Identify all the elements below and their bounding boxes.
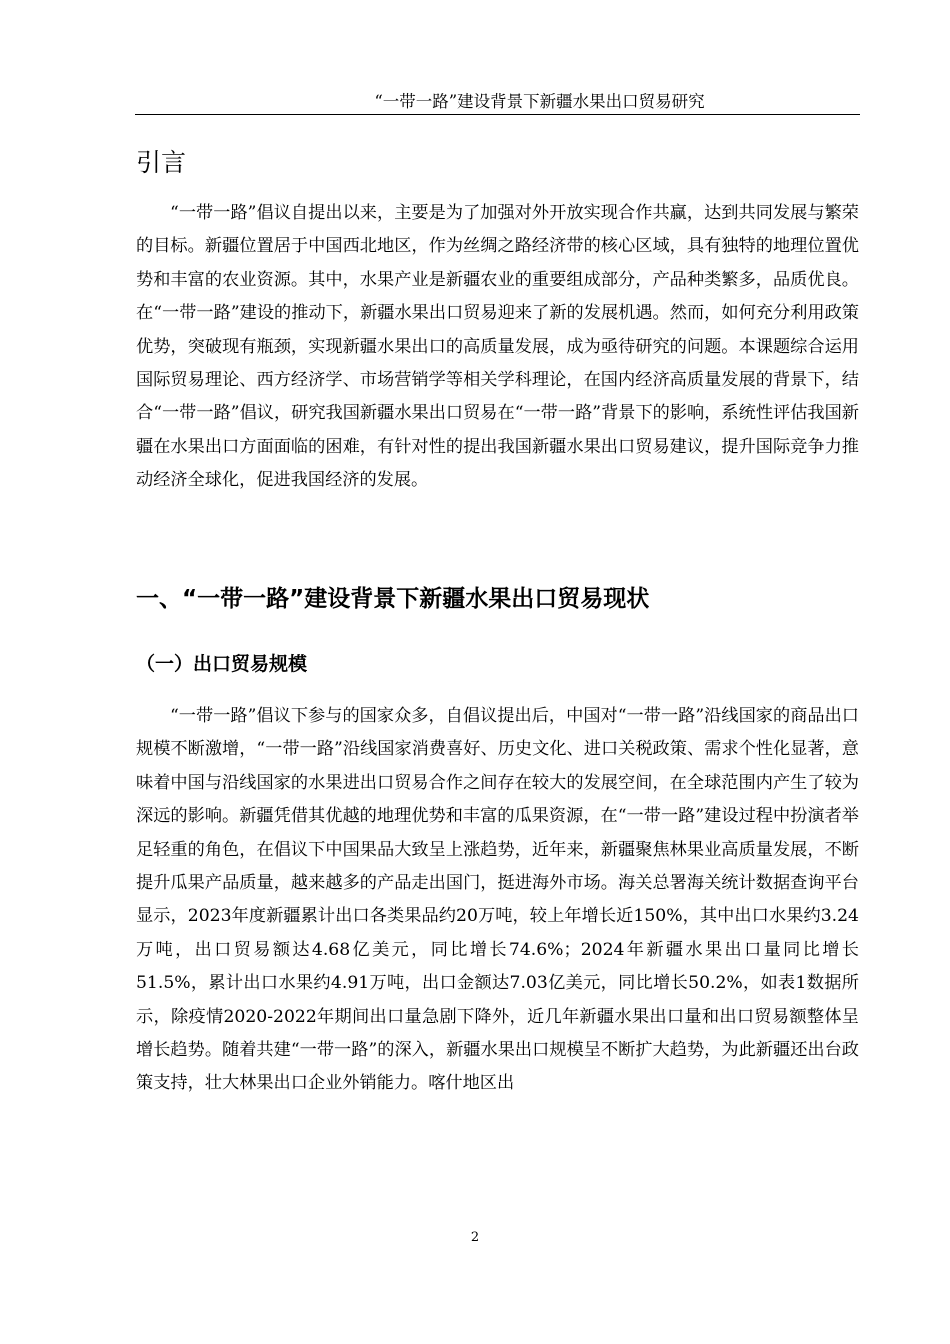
intro-paragraph: “一带一路”倡议自提出以来，主要是为了加强对外开放实现合作共赢，达到共同发展与繁荣的目标。新疆位置居于中国西北地区，作为丝绸之路经济带的核心区域，具有独特的地理位置优势和丰富的农业资源。其中，水果产业是新疆农业的重要组成部分，产品种类繁多，品质优良。在“一带一路”建设的推动下，新疆水果出口贸易迎来了新的发展机遇。然而，如何充分利用政策优势，突破现有瓶颈，实现新疆水果出口的高质量发展，成为亟待研究的问题。本课题综合运用国际贸易理论、西方经济学、市场营销学等相关学科理论，在国内经济高质量发展的背景下，结合“一带一路”倡议，研究我国新疆水果出口贸易在“一带一路”背景下的影响，系统性评估我国新疆在水果出口方面面临的困难，有针对性的提出我国新疆水果出口贸易建议，提升国际竞争力推动经济全球化，促进我国经济的发展。 [136,203,859,491]
page-number: 2 [470,1230,480,1245]
section-heading: 一、“一带一路”建设背景下新疆水果出口贸易现状 [136,586,650,612]
running-header [135,93,860,115]
running-header-title: “一带一路”建设背景下新疆水果出口贸易研究 [374,92,705,111]
export-scale-paragraph: “一带一路”倡议下参与的国家众多，自倡议提出后，中国对“一带一路”沿线国家的商品出口规模不断激增，“一带一路”沿线国家消费喜好、历史文化、进口关税政策、需求个性化显著，意味着中国与沿线国家的水果进出口贸易合作之间存在较大的发展空间，在全球范围内产生了较为深远的影响。新疆凭借其优越的地理优势和丰富的瓜果资源，在“一带一路”建设过程中扮演者举足轻重的角色，在倡议下中国果品大致呈上涨趋势，近年来，新疆聚焦林果业高质量发展，不断提升瓜果产品质量，越来越多的产品走出国门，挺进海外市场。海关总署海关统计数据查询平台显示，2023年度新疆累计出口各类果品约20万吨，较上年增长近150%，其中出口水果约3.24万吨，出口贸易额达4.68亿美元，同比增长74.6%；2024年新疆水果出口量同比增长51.5%，累计出口水果约4.91万吨，出口金额达7.03亿美元，同比增长50.2%，如表1数据所示，除疫情2020-2022年期间出口量急剧下降外，近几年新疆水果出口量和出口贸易额整体呈增长趋势。随着共建“一带一路”的深入，新疆水果出口规模呈不断扩大趋势，为此新疆还出台政策支持，壮大林果出口企业外销能力。喀什地区出 [136,706,859,1094]
subsection-heading: （一）出口贸易规模 [136,653,308,675]
intro-heading: 引言 [136,148,187,177]
